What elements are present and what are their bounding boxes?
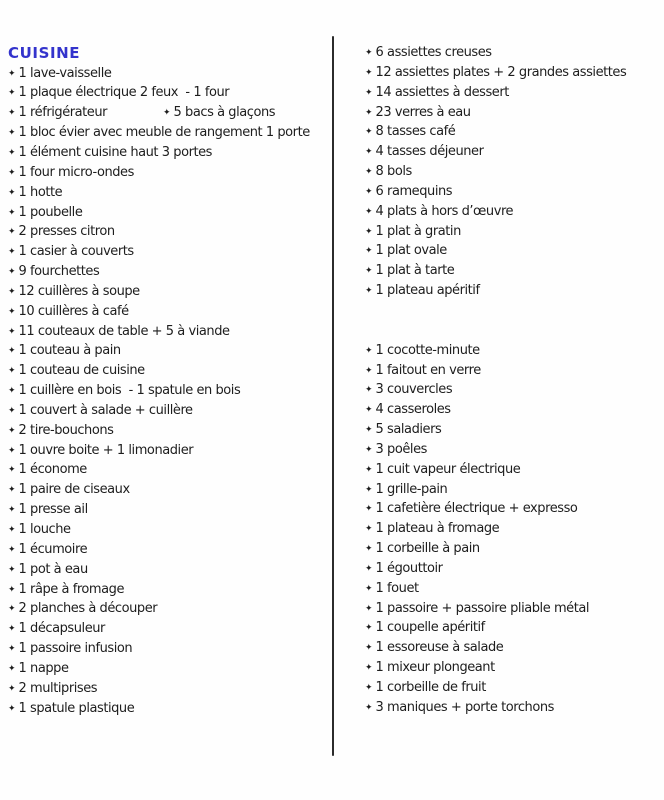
list-item bbox=[8, 143, 330, 163]
list-item-text: 1 plat à gratin bbox=[375, 223, 461, 239]
diamond-bullet-icon: ✦ bbox=[8, 326, 16, 337]
list-item bbox=[365, 440, 663, 460]
diamond-bullet-icon: ✦ bbox=[8, 187, 16, 198]
list-item bbox=[365, 599, 663, 619]
list-item bbox=[8, 599, 330, 619]
diamond-bullet-icon: ✦ bbox=[365, 643, 373, 654]
list-item-text: 1 couvert à salade + cuillère bbox=[18, 402, 193, 418]
list-item-text: 6 ramequins bbox=[375, 183, 453, 199]
list-item bbox=[8, 679, 330, 699]
list-item bbox=[365, 361, 663, 381]
diamond-bullet-icon: ✦ bbox=[8, 584, 16, 595]
list-item bbox=[365, 420, 663, 440]
diamond-bullet-icon: ✦ bbox=[365, 266, 373, 277]
list-item-text: 1 hotte bbox=[18, 184, 63, 200]
left-item-list bbox=[8, 64, 330, 719]
list-item bbox=[8, 659, 330, 679]
diamond-bullet-icon: ✦ bbox=[365, 524, 373, 535]
list-item-text: 8 bols bbox=[375, 164, 412, 180]
list-item-text: 1 presse ail bbox=[18, 502, 88, 518]
list-item-text: 1 fouet bbox=[375, 580, 419, 596]
list-item bbox=[8, 242, 330, 262]
list-item bbox=[365, 499, 663, 519]
list-item-text: 1 spatule plastique bbox=[18, 700, 135, 716]
diamond-bullet-icon: ✦ bbox=[365, 186, 373, 197]
list-item bbox=[8, 639, 330, 659]
list-item bbox=[8, 203, 330, 223]
list-item bbox=[365, 202, 663, 222]
diamond-bullet-icon: ✦ bbox=[8, 167, 16, 178]
diamond-bullet-icon: ✦ bbox=[8, 604, 16, 615]
diamond-bullet-icon: ✦ bbox=[365, 544, 373, 555]
diamond-bullet-icon: ✦ bbox=[8, 207, 16, 218]
list-item-text: 2 planches à découper bbox=[18, 601, 158, 617]
diamond-bullet-icon: ✦ bbox=[365, 603, 373, 614]
list-item-text: 9 fourchettes bbox=[18, 264, 100, 280]
list-item bbox=[365, 182, 663, 202]
list-item bbox=[8, 460, 330, 480]
list-item bbox=[8, 282, 330, 302]
list-item-text: 8 tasses café bbox=[375, 124, 456, 140]
diamond-bullet-icon: ✦ bbox=[365, 286, 373, 297]
list-item bbox=[8, 302, 330, 322]
list-item bbox=[8, 322, 330, 342]
list-item bbox=[365, 142, 663, 162]
list-item bbox=[8, 441, 330, 461]
list-item-text: 1 lave-vaisselle bbox=[18, 65, 112, 81]
diamond-bullet-icon: ✦ bbox=[365, 702, 373, 713]
diamond-bullet-icon: ✦ bbox=[8, 703, 16, 714]
list-item bbox=[365, 261, 663, 281]
list-item-text: 1 plateau à fromage bbox=[375, 521, 500, 537]
diamond-bullet-icon: ✦ bbox=[365, 206, 373, 217]
diamond-bullet-icon: ✦ bbox=[365, 67, 373, 78]
list-item-text: 1 couteau de cuisine bbox=[18, 363, 145, 379]
list-item-text: 1 mixeur plongeant bbox=[375, 660, 495, 676]
diamond-bullet-icon: ✦ bbox=[8, 405, 16, 416]
diamond-bullet-icon: ✦ bbox=[365, 484, 373, 495]
list-item bbox=[8, 123, 330, 143]
diamond-bullet-icon: ✦ bbox=[8, 386, 16, 397]
list-item bbox=[8, 183, 330, 203]
list-item-text: 1 râpe à fromage bbox=[18, 581, 125, 597]
diamond-bullet-icon: ✦ bbox=[8, 346, 16, 357]
list-item-text: 1 décapsuleur bbox=[18, 621, 105, 637]
diamond-bullet-icon: ✦ bbox=[365, 246, 373, 257]
diamond-bullet-icon: ✦ bbox=[365, 107, 373, 118]
list-item bbox=[365, 341, 663, 361]
list-item-text: 1 plaque électrique 2 feux - 1 four bbox=[18, 85, 230, 101]
list-item bbox=[8, 341, 330, 361]
diamond-bullet-icon: ✦ bbox=[8, 465, 16, 476]
diamond-bullet-icon: ✦ bbox=[365, 365, 373, 376]
list-item bbox=[365, 241, 663, 261]
list-item-text: 4 tasses déjeuner bbox=[375, 144, 484, 160]
list-item bbox=[8, 421, 330, 441]
diamond-bullet-icon: ✦ bbox=[365, 563, 373, 574]
list-item-text: 10 cuillères à café bbox=[18, 303, 129, 319]
list-item-text: 14 assiettes à dessert bbox=[375, 84, 509, 100]
list-item bbox=[365, 460, 663, 480]
list-item-text: 1 paire de ciseaux bbox=[18, 482, 130, 498]
list-item-text: 1 plat à tarte bbox=[375, 263, 455, 279]
diamond-bullet-icon: ✦ bbox=[8, 286, 16, 297]
list-item-text: 1 four micro-ondes bbox=[18, 164, 134, 180]
list-item bbox=[365, 43, 663, 63]
list-item bbox=[365, 539, 663, 559]
list-item-text: 1 essoreuse à salade bbox=[375, 640, 504, 656]
list-item-text: 1 ouvre boite + 1 limonadier bbox=[18, 442, 194, 458]
diamond-bullet-icon: ✦ bbox=[163, 108, 171, 119]
list-item bbox=[8, 222, 330, 242]
list-item-text: 1 plat ovale bbox=[375, 243, 447, 259]
list-item bbox=[365, 380, 663, 400]
column-divider bbox=[332, 36, 334, 756]
diamond-bullet-icon: ✦ bbox=[365, 48, 373, 58]
list-item-text: 12 assiettes plates + 2 grandes assiettes bbox=[375, 64, 627, 80]
list-item-text: 2 tire-bouchons bbox=[18, 422, 114, 438]
diamond-bullet-icon: ✦ bbox=[8, 525, 16, 535]
list-item-text: 1 écumoire bbox=[18, 541, 88, 557]
diamond-bullet-icon: ✦ bbox=[8, 306, 16, 317]
list-item-text: 1 passoire + passoire pliable métal bbox=[375, 600, 590, 616]
list-item bbox=[8, 401, 330, 421]
list-item-text: 1 passoire infusion bbox=[18, 641, 133, 657]
diamond-bullet-icon: ✦ bbox=[365, 147, 373, 158]
diamond-bullet-icon: ✦ bbox=[365, 444, 373, 455]
list-item-text: 1 pot à eau bbox=[18, 561, 88, 577]
list-item bbox=[365, 480, 663, 500]
list-item-text: 1 plateau apéritif bbox=[375, 283, 480, 299]
list-item-text: 5 bacs à glaçons bbox=[173, 105, 276, 121]
diamond-bullet-icon: ✦ bbox=[365, 87, 373, 98]
list-item-text: 1 cocotte-minute bbox=[375, 342, 480, 358]
list-item-text: 1 coupelle apéritif bbox=[375, 620, 485, 636]
diamond-bullet-icon: ✦ bbox=[8, 108, 16, 119]
diamond-bullet-icon: ✦ bbox=[8, 88, 16, 99]
list-item bbox=[365, 638, 663, 658]
diamond-bullet-icon: ✦ bbox=[8, 128, 16, 139]
list-item-text: 1 casier à couverts bbox=[18, 244, 134, 260]
diamond-bullet-icon: ✦ bbox=[365, 345, 373, 356]
diamond-bullet-icon: ✦ bbox=[365, 623, 373, 634]
list-item-text: 1 cuillère en bois - 1 spatule en bois bbox=[18, 383, 241, 399]
list-item-text: 1 élément cuisine haut 3 portes bbox=[18, 144, 212, 160]
list-item-text: 1 nappe bbox=[18, 660, 69, 676]
diamond-bullet-icon: ✦ bbox=[365, 425, 373, 436]
list-item-text: 3 maniques + porte torchons bbox=[375, 699, 554, 715]
list-item bbox=[8, 699, 330, 719]
list-item-text: 1 couteau à pain bbox=[18, 343, 121, 359]
list-item bbox=[8, 580, 330, 600]
list-item-text: 6 assiettes creuses bbox=[375, 45, 492, 60]
list-item-text: 5 saladiers bbox=[375, 422, 442, 438]
list-item bbox=[365, 559, 663, 579]
right-item-list-dishes bbox=[365, 43, 663, 301]
list-item bbox=[365, 83, 663, 103]
list-item-text: 1 grille-pain bbox=[375, 481, 448, 497]
list-item bbox=[365, 519, 663, 539]
list-item-text: 2 multiprises bbox=[18, 680, 98, 696]
diamond-bullet-icon: ✦ bbox=[8, 663, 16, 674]
list-item bbox=[8, 103, 330, 123]
list-item bbox=[365, 698, 663, 718]
list-item-text: 4 casseroles bbox=[375, 402, 451, 418]
list-item-text: 1 corbeille à pain bbox=[375, 541, 480, 557]
list-item-text: 1 faitout en verre bbox=[375, 362, 481, 378]
list-item-text: 3 couvercles bbox=[375, 382, 453, 398]
diamond-bullet-icon: ✦ bbox=[8, 564, 16, 575]
list-item-text: 3 poêles bbox=[375, 441, 427, 457]
list-item-text: 12 cuillères à soupe bbox=[18, 283, 140, 299]
list-item bbox=[8, 560, 330, 580]
diamond-bullet-icon: ✦ bbox=[8, 147, 16, 158]
list-item bbox=[8, 361, 330, 381]
diamond-bullet-icon: ✦ bbox=[8, 267, 16, 278]
list-item-text: 1 bloc évier avec meuble de rangement 1 porte bbox=[18, 125, 310, 141]
list-item bbox=[8, 64, 330, 84]
diamond-bullet-icon: ✦ bbox=[365, 405, 373, 416]
diamond-bullet-icon: ✦ bbox=[8, 683, 16, 694]
list-item bbox=[365, 658, 663, 678]
list-item-text: 1 réfrigérateur bbox=[18, 105, 108, 121]
list-item bbox=[365, 222, 663, 242]
diamond-bullet-icon: ✦ bbox=[8, 425, 16, 436]
list-item bbox=[365, 162, 663, 182]
list-item bbox=[8, 619, 330, 639]
diamond-bullet-icon: ✦ bbox=[8, 485, 16, 496]
list-item-text: 1 égouttoir bbox=[375, 560, 443, 576]
diamond-bullet-icon: ✦ bbox=[8, 644, 16, 655]
list-item bbox=[8, 500, 330, 520]
list-item bbox=[8, 540, 330, 560]
diamond-bullet-icon: ✦ bbox=[8, 247, 16, 258]
page-title: CUISINE bbox=[8, 44, 81, 62]
diamond-bullet-icon: ✦ bbox=[365, 127, 373, 138]
list-item bbox=[8, 83, 330, 103]
list-item bbox=[365, 122, 663, 142]
diamond-bullet-icon: ✦ bbox=[8, 544, 16, 555]
list-item-text: 4 plats à hors d’œuvre bbox=[375, 203, 514, 219]
list-item bbox=[365, 103, 663, 123]
column-gap bbox=[365, 301, 663, 341]
list-item bbox=[365, 579, 663, 599]
list-item-text: 1 cuit vapeur électrique bbox=[375, 461, 521, 477]
list-item bbox=[8, 520, 330, 540]
list-item bbox=[8, 163, 330, 183]
diamond-bullet-icon: ✦ bbox=[8, 624, 16, 635]
left-column bbox=[8, 43, 330, 718]
diamond-bullet-icon: ✦ bbox=[8, 68, 16, 79]
diamond-bullet-icon: ✦ bbox=[8, 445, 16, 456]
list-item-text: 1 poubelle bbox=[18, 204, 83, 220]
diamond-bullet-icon: ✦ bbox=[365, 663, 373, 674]
inline-second-item bbox=[163, 103, 275, 124]
list-item-text: 1 corbeille de fruit bbox=[375, 680, 486, 695]
list-item bbox=[365, 678, 663, 698]
list-item bbox=[365, 618, 663, 638]
right-column bbox=[365, 43, 663, 718]
diamond-bullet-icon: ✦ bbox=[365, 464, 373, 475]
list-item-text: 1 économe bbox=[18, 462, 87, 478]
list-item-text: 1 louche bbox=[18, 522, 71, 537]
list-item bbox=[365, 63, 663, 83]
list-item bbox=[8, 381, 330, 401]
diamond-bullet-icon: ✦ bbox=[365, 167, 373, 178]
diamond-bullet-icon: ✦ bbox=[365, 226, 373, 237]
list-item bbox=[365, 281, 663, 301]
diamond-bullet-icon: ✦ bbox=[365, 683, 373, 693]
right-item-list-cookware bbox=[365, 341, 663, 718]
list-item bbox=[8, 480, 330, 500]
list-item-text: 23 verres à eau bbox=[375, 104, 471, 120]
diamond-bullet-icon: ✦ bbox=[8, 227, 16, 238]
diamond-bullet-icon: ✦ bbox=[365, 583, 373, 594]
list-item-text: 1 cafetière électrique + expresso bbox=[375, 501, 578, 517]
list-item bbox=[8, 262, 330, 282]
list-item-text: 11 couteaux de table + 5 à viande bbox=[18, 323, 230, 339]
diamond-bullet-icon: ✦ bbox=[365, 385, 373, 396]
list-item bbox=[365, 400, 663, 420]
diamond-bullet-icon: ✦ bbox=[8, 505, 16, 516]
diamond-bullet-icon: ✦ bbox=[8, 366, 16, 377]
list-item-text: 2 presses citron bbox=[18, 224, 115, 240]
diamond-bullet-icon: ✦ bbox=[365, 504, 373, 515]
